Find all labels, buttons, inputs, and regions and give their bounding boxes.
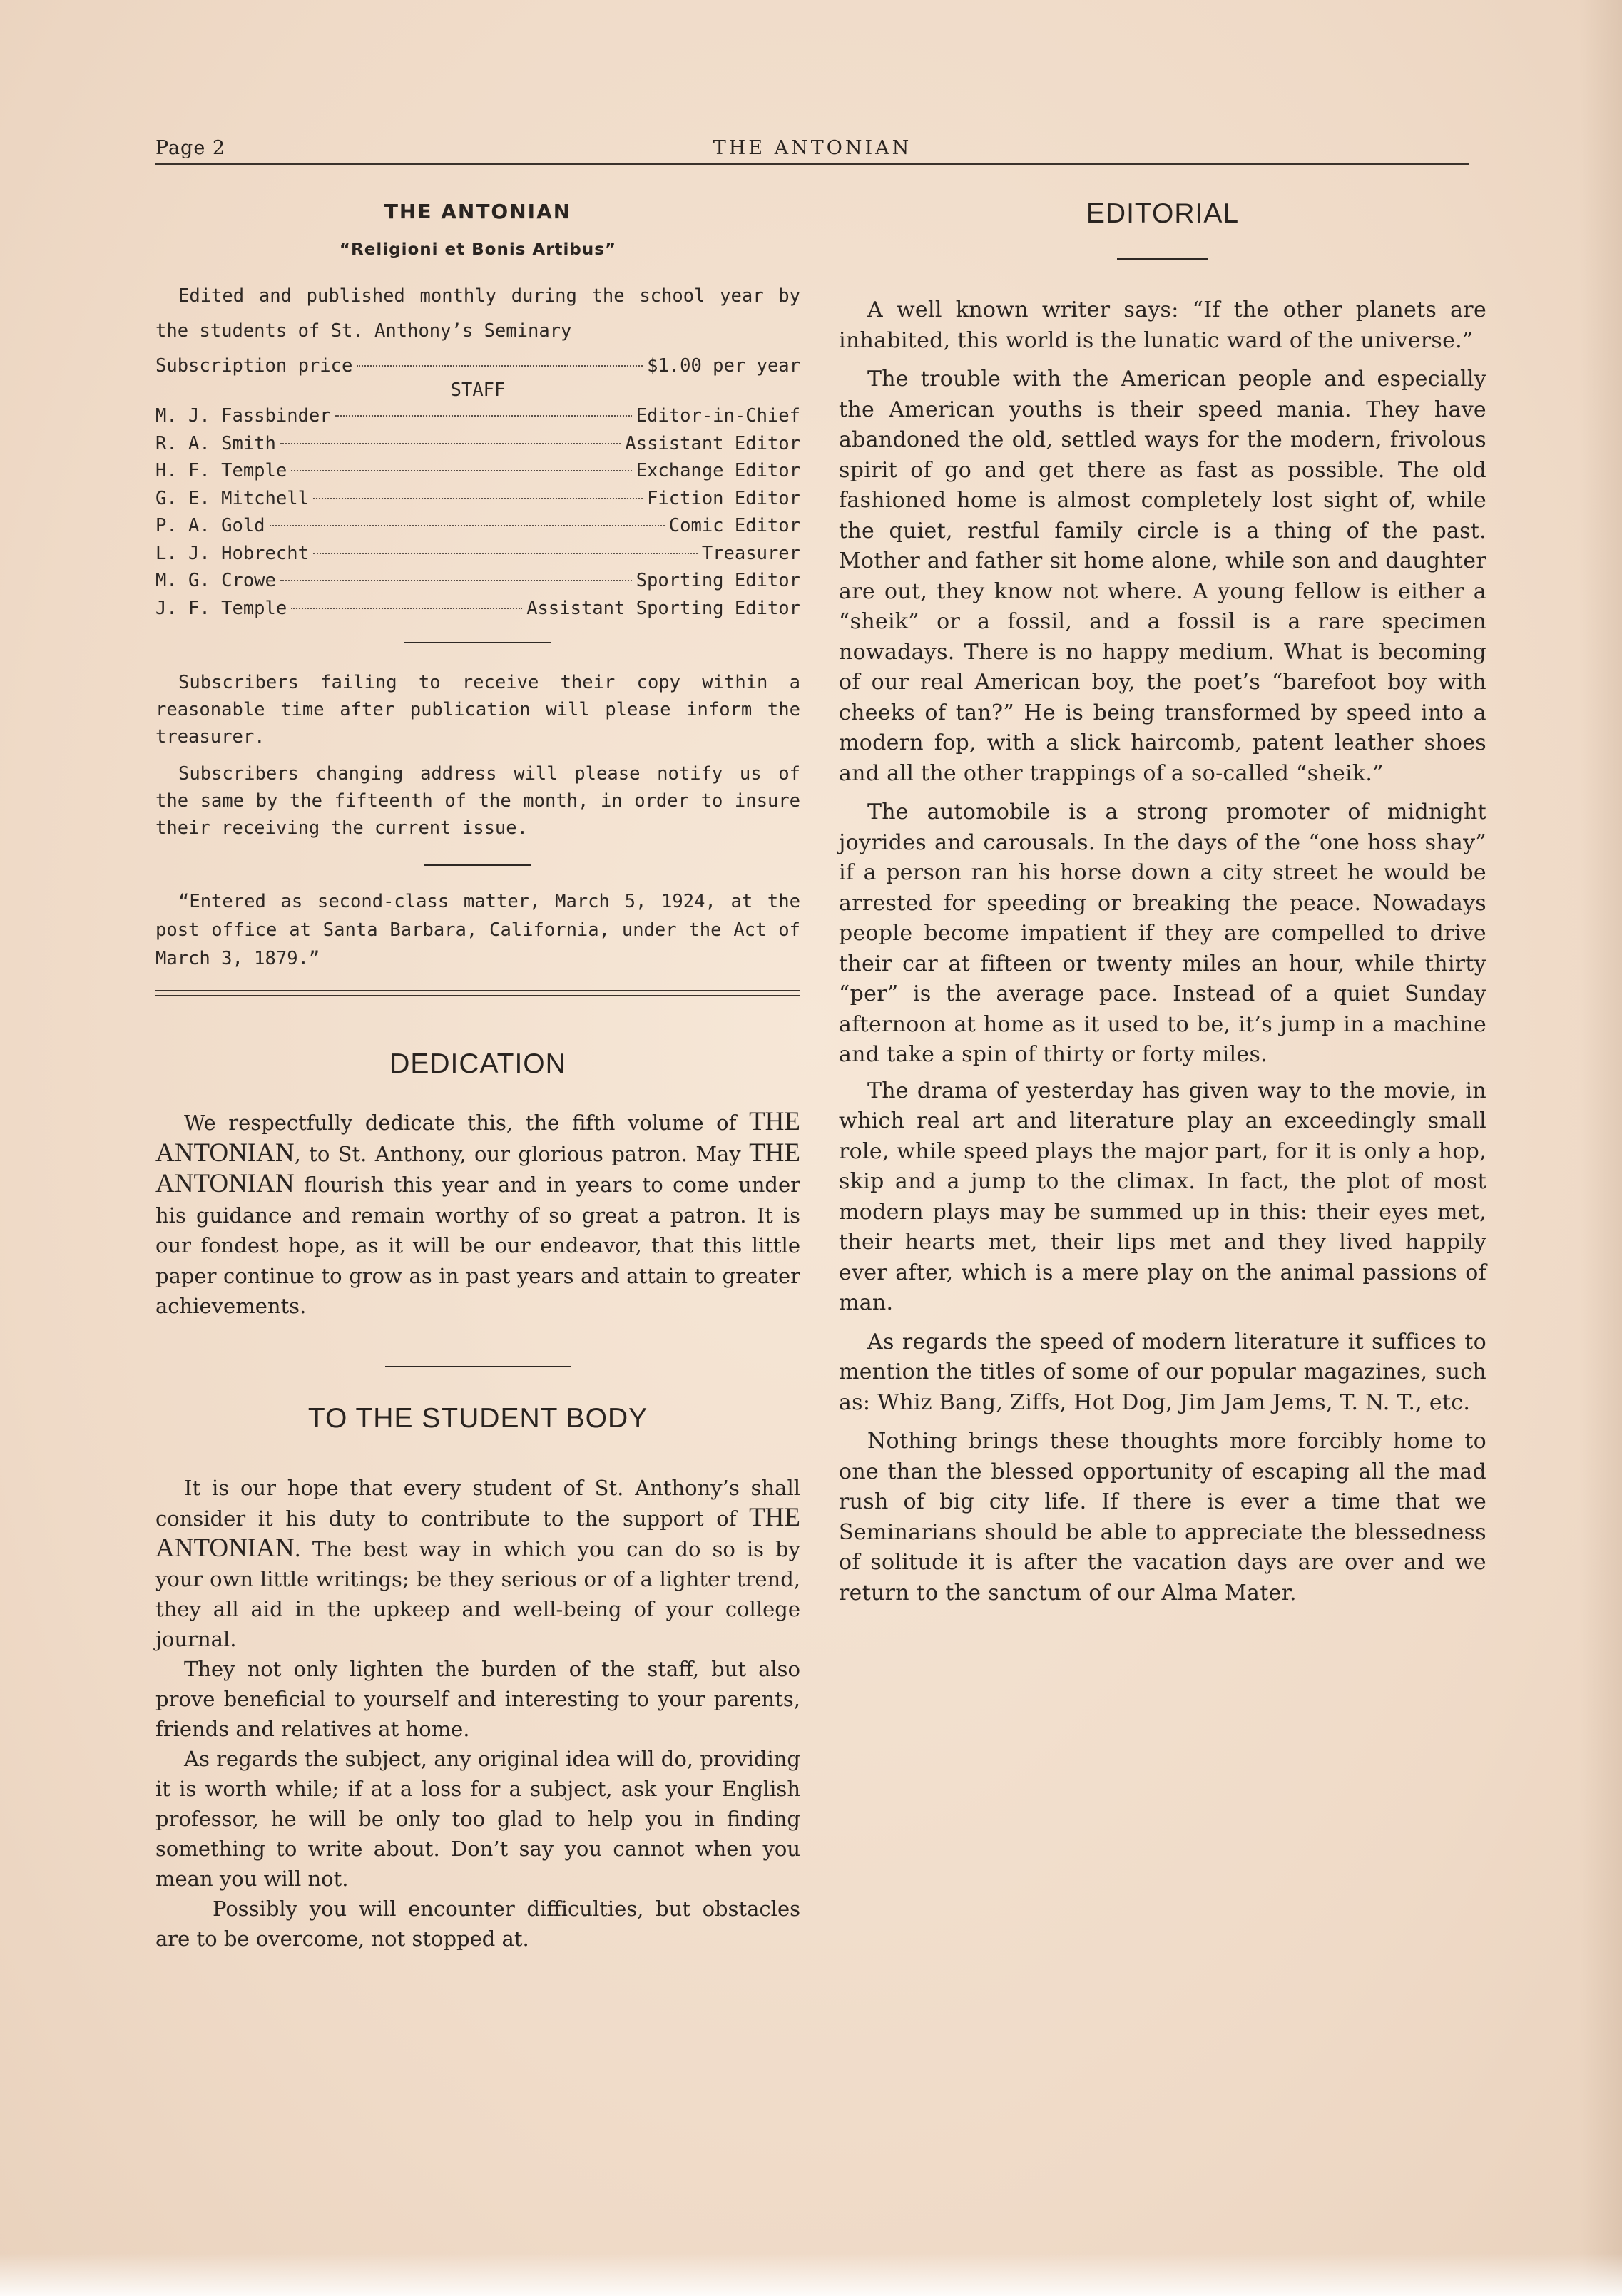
staff-row [155,567,800,595]
staff-role: Sporting Editor [636,570,800,591]
staff-row [155,540,800,568]
staff-name: L. J. Hobrecht [155,542,309,564]
editorial-text: The trouble with the American people and especially the American youths is their speed mania. They have abandoned the old, settled ways for the modern, frivolous spirit of go and get there as fast as possible. The old fashioned home is almost completely lost sight of, while the quiet, restful family circle is a thing of the past. Mother and father sit home alone, while son and daughter are out, they know not where. A young fellow is either a “sheik” or a fossil, and a fossil is a rare specimen nowadays. There is no happy medium. What is becoming of our real American boy, the poet’s “barefoot boy with cheeks of tan?” He is being transformed by speed into a modern fop, with a slick haircomb, patent leather shoes and all the other trappings of a so-called “sheik.” [839,367,1486,786]
student-body-paragraph [155,1473,800,1654]
student-body-text-run: Possibly you will encounter difficulties, but obstacles are to be overcome, not stopped at. [155,1896,800,1951]
dedication-text: flourish this year and in years to come under his guidance and remain worthy of so great a patron. It is our fondest hope, as it will be our endeavor, that this little paper continue to grow as in past years and attain to greater achievements. [155,1173,800,1318]
editorial-paragraph [839,1076,1486,1319]
student-body-text-run: . The best way in which you can do so is by your own little writings; be they serious or of a lighter trend, they all aid in the upkeep and well-being of your college journal. [155,1536,800,1651]
dot-leader [335,415,632,417]
dot-leader [280,443,621,444]
dot-leader [313,498,643,499]
dot-leader [313,553,698,554]
staff-name: J. F. Temple [155,597,287,619]
editorial-text: The drama of yesterday has given way to the movie, in which real art and literature play an exceedingly small role, while speed plays the major part, for it is only a hop, skip and a jump to the climax. In fact, the plot of most modern plays may be summed up in this: their eyes met, their hearts met, their lips met and they lived happily ever after, which is a mere play on the animal passions of man. [839,1078,1486,1315]
staff-role: Exchange Editor [636,460,800,481]
dedication-text: We respectfully dedicate this, the fifth volume of [184,1111,750,1135]
dot-leader [280,580,632,581]
staff-role: Treasurer [701,542,800,564]
double-rule-thin [155,995,800,996]
section-divider [424,864,531,866]
student-body-publication-name: THE ANTONIAN [155,1502,800,1563]
staff-role: Fiction Editor [647,487,800,509]
notice-address-text: Subscribers changing address will please notify us of the same by the fifteenth of the month, in order to insure their receiving the current issue. [155,763,800,839]
page-header [155,134,1469,163]
subscription-price: $1.00 per year [647,355,800,377]
staff-heading: STAFF [450,379,506,401]
left-column [155,193,800,1954]
section-divider [385,1366,571,1367]
section-divider [404,642,551,643]
notice-failing-text: Subscribers failing to receive their copy within a reasonable time after publication will please inform the treasurer. [155,672,800,748]
student-body-text [155,1473,800,1954]
running-title: THE ANTONIAN [713,137,912,159]
staff-name: H. F. Temple [155,460,287,481]
masthead-title: THE ANTONIAN [384,200,572,223]
page-number: Page 2 [155,137,226,159]
editorial-rule [1117,258,1208,260]
editorial-text: As regards the speed of modern literature it suffices to mention the titles of some of our popular magazines, such as: Whiz Bang, Ziffs, Hot Dog, Jim Jam Jems, T. N. T., etc. [839,1329,1486,1415]
editorial-heading: EDITORIAL [1086,198,1240,229]
staff-role: Assistant Sporting Editor [526,597,800,619]
header-rule [155,163,1469,165]
editorial-paragraph [839,1327,1486,1419]
notice-address [155,760,800,842]
dedication-publication-name: THE ANTONIAN [155,1138,800,1198]
student-body-paragraph [155,1654,800,1744]
page-bottom-edge [0,2253,1622,2296]
staff-row [155,595,800,623]
dedication-text: , to St. Anthony, our glorious patron. May [294,1141,750,1166]
editorial-text: A well known writer says: “If the other planets are inhabited, this world is the lunatic ward of the universe.” [839,297,1486,353]
staff-row [155,402,800,430]
editorial-paragraph [839,797,1486,1071]
entry-notice-text: “Entered as second-class matter, March 5, 1924, at the post office at Santa Barbara, California, under the Act of March 3, 1879.” [155,891,800,969]
masthead-motto: “Religioni et Bonis Artibus” [339,240,617,259]
dedication-body [155,1107,800,1322]
subscription-line [155,349,800,384]
staff-role: Assistant Editor [625,432,800,454]
staff-row [155,512,800,540]
staff-name: M. J. Fassbinder [155,405,331,427]
staff-row [155,457,800,485]
dedication-paragraph [155,1107,800,1322]
dedication-heading: DEDICATION [389,1048,566,1079]
editorial-paragraph [839,364,1486,789]
student-body-heading: TO THE STUDENT BODY [307,1402,648,1434]
student-body-paragraph [155,1744,800,1894]
dot-leader [291,470,631,471]
right-column [839,193,1486,1608]
editorial-paragraph [839,1427,1486,1608]
staff-list [155,402,800,622]
subscription-label: Subscription price [155,355,353,377]
dedication-publication-name: THE ANTONIAN [155,1107,800,1168]
staff-name: R. A. Smith [155,432,276,454]
staff-name: G. E. Mitchell [155,487,309,509]
editorial-text: The automobile is a strong promoter of midnight joyrides and carousals. In the days of the “one hoss shay” if a person ran his horse down a city street he would be arrested for speeding or breaking the peace. Nowadays people become impatient if they are compelled to drive their car at fifteen or twenty miles an hour, while thirty “per” is the average pace. Instead of a quiet Sunday afternoon at home as it used to be, it’s jump in a machine and take a spin of thirty or forty miles. [839,800,1486,1067]
editorial-text: Nothing brings these thoughts more forcibly home to one than the blessed opportunity of escaping all the mad rush of big city life. If there is ever a time that we Seminarians should be able to appreciate the blessedness of solitude it is after the vacation days are over and we return to the sanctum of our Alma Mater. [839,1429,1486,1606]
masthead-intro [155,279,800,349]
student-body-text-run: It is our hope that every student of St. Anthony’s shall consider it his duty to contribute to the support of [155,1475,800,1531]
staff-row [155,430,800,458]
notice-failing [155,669,800,750]
student-body-text-run: As regards the subject, any original idea will do, providing it is worth while; if at a loss for a subject, ask your English professor, he will be only too glad to help you in finding something to write about. Don’t say you cannot when you mean you will not. [155,1746,800,1891]
student-body-text-run: They not only lighten the burden of the staff, but also prove beneficial to yourself and interesting to your parents, friends and relatives at home. [155,1656,800,1741]
dot-leader [291,608,522,609]
staff-name: P. A. Gold [155,515,265,536]
editorial-paragraph [839,295,1486,356]
double-rule [155,990,800,991]
staff-role: Comic Editor [668,515,800,536]
student-body-paragraph [155,1894,800,1954]
entry-notice [155,887,800,973]
dot-leader [270,525,665,526]
staff-name: M. G. Crowe [155,570,276,591]
editorial-body [839,295,1486,1608]
masthead-intro-text: Edited and published monthly during the school year by the students of St. Anthony’s Seminary [155,285,800,342]
page-edge-shadow [1579,0,1622,2296]
dot-leader [357,365,643,367]
staff-role: Editor-in-Chief [636,405,800,427]
staff-row [155,485,800,513]
